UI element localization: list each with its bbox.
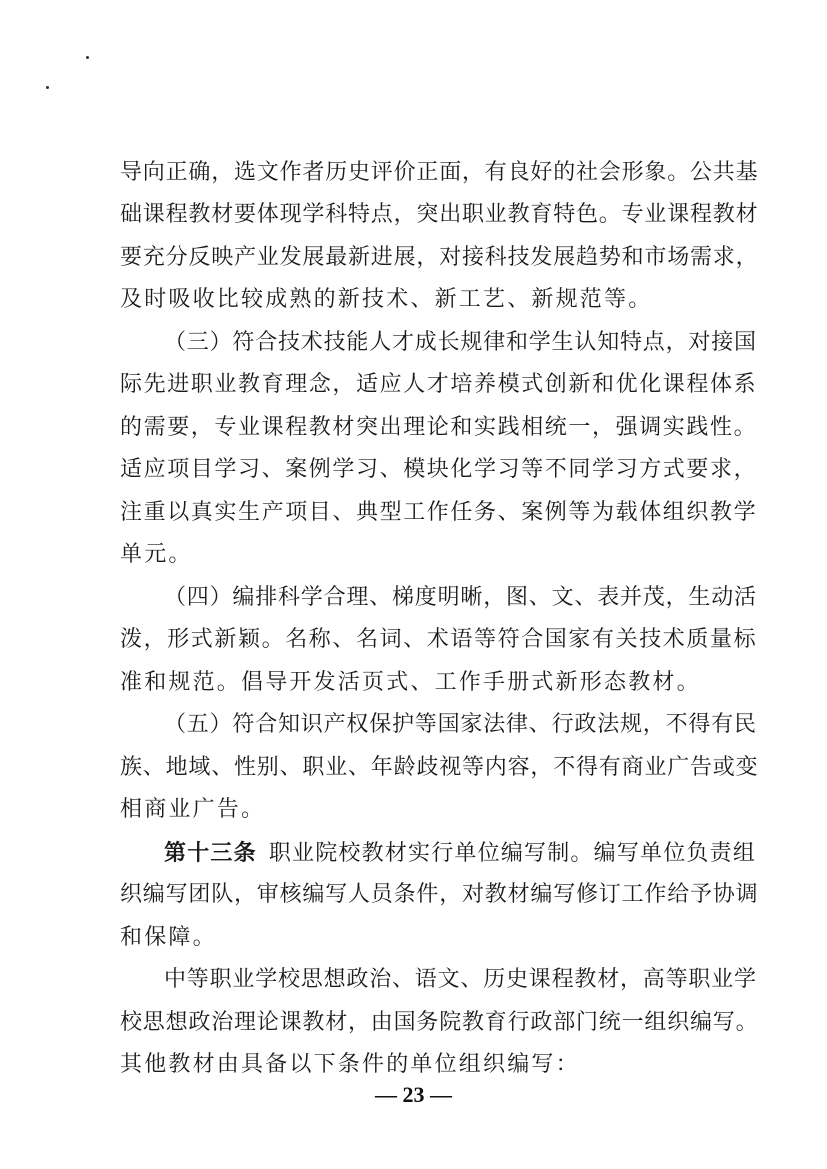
text-line: 适应项目学习、案例学习、模块化学习等不同学习方式要求， [120,457,758,482]
text-line: 要充分反映产业发展最新进展，对接科技发展趋势和市场需求， [120,245,759,270]
text-line: 和保障。 [120,925,217,950]
text-line: 单元。 [120,542,193,567]
text-line: 族、地域、性别、职业、年龄歧视等内容，不得有商业广告或变 [120,755,759,780]
text-line: 际先进职业教育理念，适应人才培养模式创新和优化课程体系 [120,372,758,397]
text-line: 导向正确，选文作者历史评价正面，有良好的社会形象。公共基 [120,160,759,185]
text-line: 及时吸收比较成熟的新技术、新工艺、新规范等。 [120,287,653,312]
text-line: 泼，形式新颖。名称、名词、术语等符合国家有关技术质量标 [120,627,758,652]
text-line: （四）编排科学合理、梯度明晰，图、文、表并茂，生动活 [164,585,757,610]
article-heading: 第十三条 [164,840,257,866]
text-line: 的需要，专业课程教材突出理论和实践相统一，强调实践性。 [120,415,758,440]
text-line: 准和规范。倡导开发活页式、工作手册式新形态教材。 [120,670,701,695]
text-line: 其他教材由具备以下条件的单位组织编写： [120,1052,580,1077]
page-number: — 23 — [375,1082,452,1107]
text-line: （三）符合技术技能人才成长规律和学生认知特点，对接国 [164,330,757,355]
text-line: 础课程教材要体现学科特点，突出职业教育特色。专业课程教材 [120,202,759,227]
scan-speck [46,86,49,89]
text-line: 相商业广告。 [120,797,266,822]
text-line: 织编写团队，审核编写人员条件，对教材编写修订工作给予协调 [120,882,759,907]
text-line: 校思想政治理论课教材，由国务院教育行政部门统一组织编写。 [120,1010,759,1035]
article-text: 职业院校教材实行单位编写制。编写单位负责组 [268,841,757,866]
text-line: 注重以真实生产项目、典型工作任务、案例等为载体组织教学 [120,500,758,525]
text-line: 中等职业学校思想政治、语文、历史课程教材，高等职业学 [164,967,757,992]
text-line: （五）符合知识产权保护等国家法律、行政法规，不得有民 [164,712,757,737]
text-line [164,838,756,869]
scan-speck [86,56,89,59]
